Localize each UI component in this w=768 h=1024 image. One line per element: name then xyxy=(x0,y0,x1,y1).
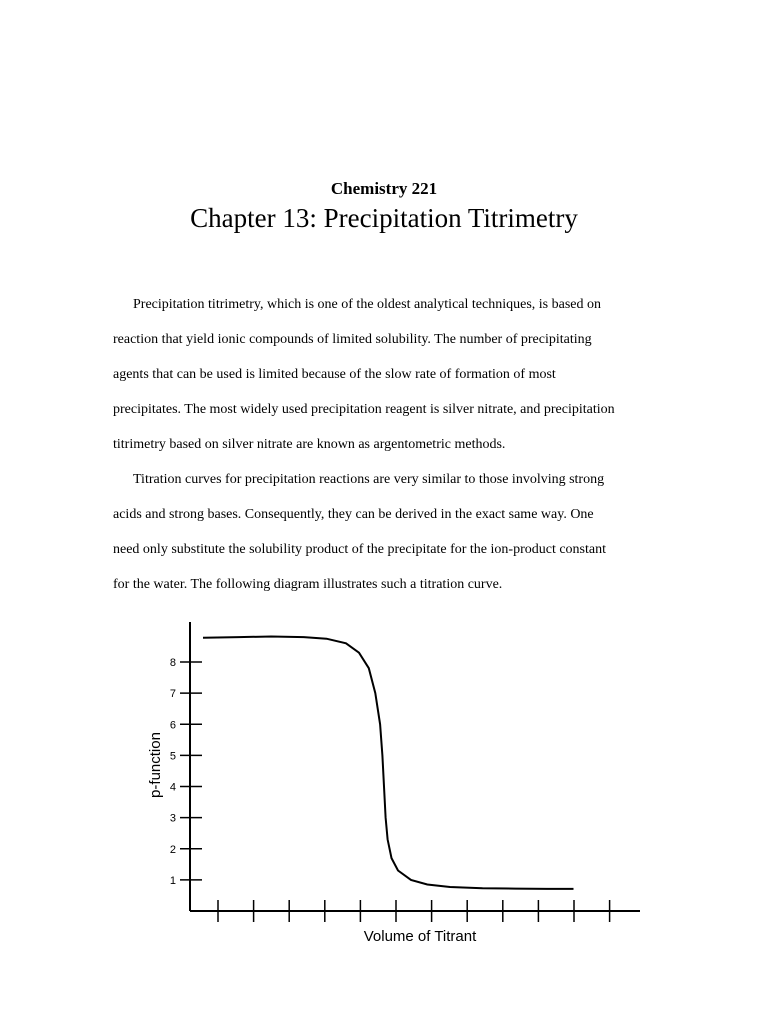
text-line: need only substitute the solubility product of the precipitate for the ion-product constant xyxy=(113,542,606,557)
paragraph xyxy=(113,287,633,462)
text-line: for the water. The following diagram illustrates such a titration curve. xyxy=(113,577,503,592)
y-axis-label: p-function xyxy=(147,732,164,798)
y-tick-label: 8 xyxy=(169,657,176,669)
text-line: precipitates. The most widely used precipitation reagent is silver nitrate, and precipitation xyxy=(113,402,615,417)
text-line: Titration curves for precipitation reactions are very similar to those involving strong xyxy=(133,472,605,487)
y-tick-label: 5 xyxy=(169,750,176,763)
body-text xyxy=(113,287,633,602)
y-axis-ticks xyxy=(170,657,202,887)
y-tick-label: 6 xyxy=(169,719,176,732)
course-title: Chemistry 221 xyxy=(330,179,438,198)
titration-curve-chart xyxy=(0,610,768,950)
y-tick-label: 7 xyxy=(169,688,176,701)
paragraph xyxy=(113,462,633,602)
titration-curve-line xyxy=(203,637,574,889)
x-axis-label: Volume of Titrant xyxy=(363,928,477,945)
text-line: agents that can be used is limited because of the slow rate of formation of most xyxy=(113,367,556,382)
y-tick-label: 4 xyxy=(169,781,176,794)
text-line: acids and strong bases. Consequently, they can be derived in the exact same way. One xyxy=(113,507,594,522)
y-tick-label: 2 xyxy=(169,843,176,856)
text-line: reaction that yield ionic compounds of limited solubility. The number of precipitating xyxy=(113,332,592,347)
chapter-title: Chapter 13: Precipitation Titrimetry xyxy=(190,203,578,233)
y-tick-label: 1 xyxy=(169,874,176,887)
chart-axes xyxy=(190,622,640,911)
text-line: titrimetry based on silver nitrate are known as argentometric methods. xyxy=(113,437,506,452)
text-line: Precipitation titrimetry, which is one of the oldest analytical techniques, is based on xyxy=(133,297,601,312)
y-tick-label: 3 xyxy=(169,812,176,825)
